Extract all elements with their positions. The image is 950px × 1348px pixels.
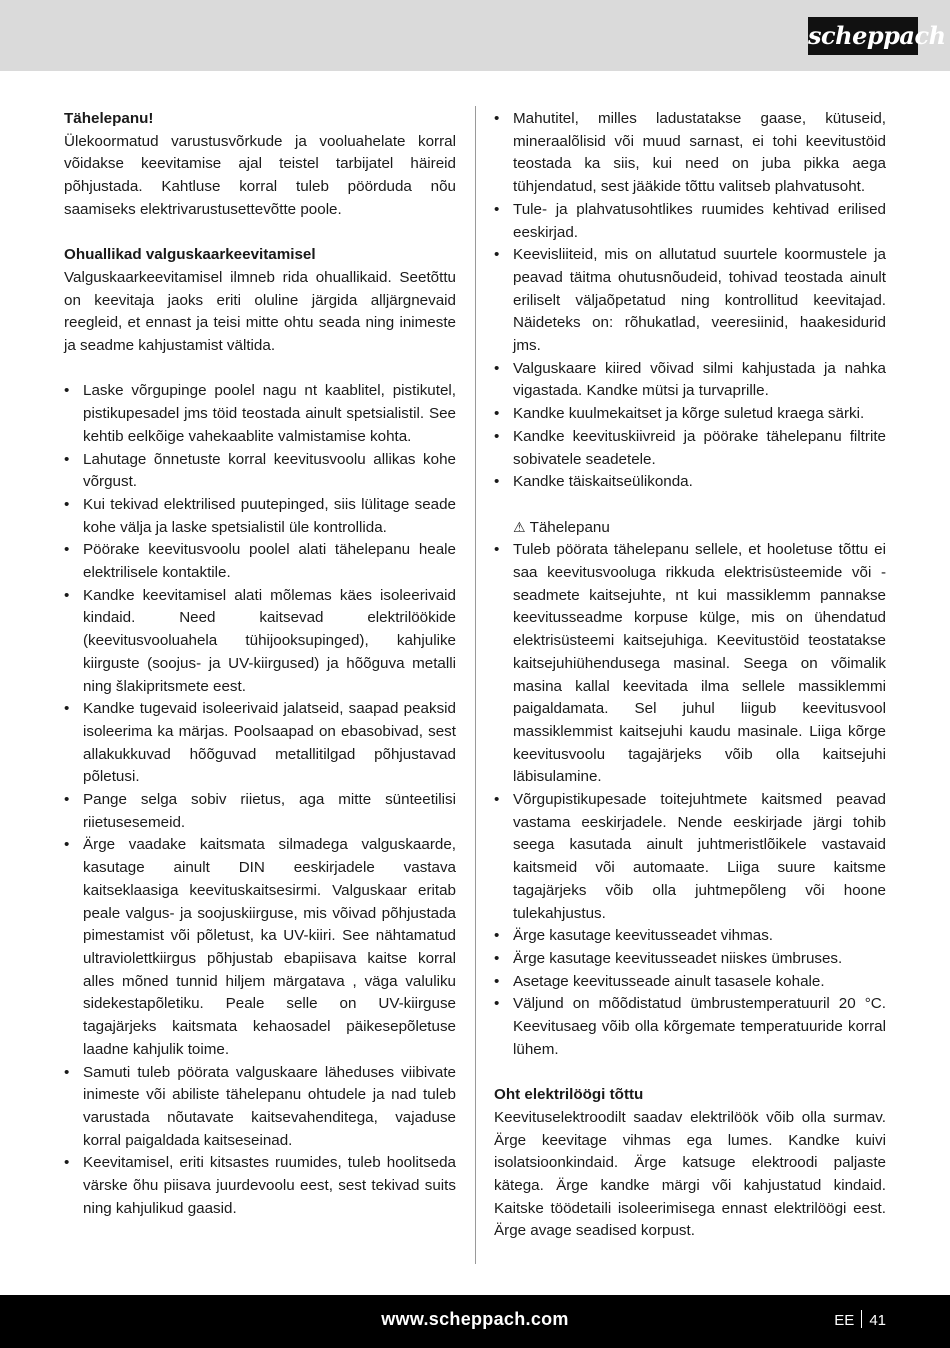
shock-text: Keevituselektroodilt saadav elektrilöök võib olla surmav. Ärge keevitage vihmas ega lumes. Kandke kuivi isolatsioonkindaid. Ärge katsuge elektroodi paljaste kätega. Ärge kandke märgi või kahjustatud kindaid. Kaitske töödetaili isoleerimisega ennast elektrilöögi eest. Ärge avage seadised korpust.	[494, 1108, 886, 1240]
page-indicator	[834, 1310, 886, 1329]
list-item: • Asetage keevitusseade ainult tasasele kohale.	[494, 971, 886, 994]
list-item: • Tuleb pöörata tähelepanu sellele, et hooletuse tõttu ei saa keevitusvooluga rikkuda elektrisüsteemide või -seadmete kaitsejuhte, nt kui massiklemm pannakse keevitusseadme korpuse külge, mis on ühendatud elektrisüsteemi kaitsejuhiga. Keevitustöid teostatakse kaitsejuhiühendusega masinal. Seega on võimalik masina kallal keevitada ilma sellele massiklemmi paigaldamata. Sel juhul liigub keevitusvool massiklemmist kaitsejuhi kaudu masinale. Liiga kõrge keevitusvoolu tagajärjeks võib olla kaitsejuhi läbisulamine.	[494, 539, 886, 789]
left-bullet-list	[64, 380, 456, 1220]
list-item: • Kandke keevituskiivreid ja pöörake tähelepanu filtrite sobivatele seadetele.	[494, 426, 886, 471]
list-item: • Laske võrgupinge poolel nagu nt kaablitel, pistikutel, pistikupesadel jms töid teostada ainult spetsialistil. See kehtib eelkõige vahekaablite valmistamise kohta.	[64, 380, 456, 448]
list-item: • Samuti tuleb pöörata valguskaare läheduses viibivate inimeste või abiliste tähelepanu ohtudele ja nad tuleb varustada nõutavate kaitsevahenditega, vajaduse korral paigaldada kaitseseinad.	[64, 1062, 456, 1153]
shock-title: Oht elektrilöögi tõttu	[494, 1086, 644, 1104]
shock-section	[494, 1084, 886, 1243]
left-column	[64, 108, 456, 1243]
list-item: • Keevisliiteid, mis on allutatud suurtele koormustele ja peavad täitma ohutusnõudeid, tohivad teostada ainult eriliselt väljaõpetatud ning kontrollitud keevitajad. Näideteks on: rõhukatlad, veeresiinid, haakesidurid jms.	[494, 244, 886, 358]
list-item: • Kandke kuulmekaitset ja kõrge suletud kraega särki.	[494, 403, 886, 426]
page-separator	[861, 1310, 862, 1328]
list-item: • Kandke keevitamisel alati mõlemas käes isoleerivaid kindaid. Need kaitsevad elektrilöökide (keevitusvooluahela tühijooksupinged), kahjulike kiirguste (soojus- ja UV-kiirgused) ja hõõguva metalli ning šlakipritsmete eest.	[64, 585, 456, 699]
list-item: • Ärge vaadake kaitsmata silmadega valguskaarde, kasutage ainult DIN eeskirjadele vastava kaitseklaasiga keevituskaitsesirmi. Valguskaar eritab peale valgus- ja soojuskiirguse, mis võivad põhjustada pimestamist või põletust, ka UV-kiiri. See nähtamatud ultraviolettkiirgus põhjustab ebapiisava kaitse korral alles mõned tunnid hiljem märgatava , väga valuliku sidekestapõletiku. Peale selle on UV-kiirguse tagajärjeks kaitsmata kehaosadel päikesepõletuse laadne kahjulik toime.	[64, 834, 456, 1061]
language-code: EE	[834, 1312, 855, 1329]
list-item: • Tule- ja plahvatusohtlikes ruumides kehtivad erilised eeskirjad.	[494, 199, 886, 244]
list-item: • Mahutitel, milles ladustatakse gaase, kütuseid, mineraalõlisid või muud sarnast, ei tohi keevitustöid teostada ka siis, kui need on juba pikka aega tühjendatud, sest jääkide tõttu valitseb plahvatusoht.	[494, 108, 886, 199]
right-column	[494, 108, 886, 1243]
warning-title: Tähelepanu	[529, 518, 610, 536]
danger-text: Valguskaarkeevitamisel ilmneb rida ohuallikaid. Seetõttu on keevitaja jaoks eriti oluline järgida alljärgnevaid reegleid, et ennast ja teisi mitte ohtu seada ning inimeste ja seadme kahjustamist vältida.	[64, 268, 456, 355]
page-number: 41	[869, 1312, 886, 1329]
list-item: • Ärge kasutage keevitusseadet vihmas.	[494, 925, 886, 948]
list-item: • Kandke täiskaitseülikonda.	[494, 471, 886, 494]
list-item: • Keevitamisel, eriti kitsastes ruumides, tuleb hoolitseda värske õhu piisava juurdevoolu eest, sest tekivad suits ning kahjulikud gaasid.	[64, 1152, 456, 1220]
list-item: • Kandke tugevaid isoleerivaid jalatseid, saapad peaksid isoleerima ka märjas. Poolsaapad on ebasobivad, sest allakukkuvad hõõguvad metallitilgad põhjustavad põletusi.	[64, 698, 456, 789]
danger-section	[64, 244, 456, 358]
list-item: • Pange selga sobiv riietus, aga mitte sünteetilisi riietusesemeid.	[64, 789, 456, 834]
scheppach-logo: scheppach	[808, 17, 918, 55]
attention-title: Tähelepanu!	[64, 110, 154, 127]
column-divider	[475, 106, 476, 1264]
list-item: • Võrgupistikupesade toitejuhtmete kaitsmed peavad vastama eeskirjadele. Nende eeskirjade järgi tohib seega kasutada ainult juhtmeristlõikele vastavaid kaitsmeid või automaate. Liiga suure kaitsme tagajärjeks võib olla juhtmepõleng või hoone tulekahjustus.	[494, 789, 886, 925]
list-item: • Väljund on mõõdistatud ümbrustemperatuuril 20 °C. Keevitusaeg võib olla kõrgemate temperatuuride korral lühem.	[494, 993, 886, 1061]
list-item: • Kui tekivad elektrilised puutepinged, siis lülitage seade kohe välja ja laske spetsialistil üle kontrollida.	[64, 494, 456, 539]
warning-heading	[494, 517, 886, 540]
right-bullet-list-bottom	[494, 539, 886, 1061]
list-item: • Valguskaare kiired võivad silmi kahjustada ja nahka vigastada. Kandke mütsi ja turvaprille.	[494, 358, 886, 403]
website-url: www.scheppach.com	[381, 1309, 569, 1329]
list-item: • Lahutage õnnetuste korral keevitusvoolu allikas kohe võrgust.	[64, 449, 456, 494]
list-item: • Ärge kasutage keevitusseadet niiskes ümbruses.	[494, 948, 886, 971]
header-bar	[0, 0, 950, 71]
footer-bar	[0, 1295, 950, 1348]
attention-section	[64, 108, 456, 222]
right-bullet-list-top	[494, 108, 886, 494]
danger-title: Ohuallikad valguskaarkeevitamisel	[64, 246, 316, 264]
attention-text: Ülekoormatud varustusvõrkude ja vooluahelate korral võidakse keevitamise ajal teistel tarbijatel häireid põhjustada. Kahtluse korral tuleb pöörduda nõu saamiseks elektrivarustusettevõtte poole.	[64, 132, 456, 218]
list-item: • Pöörake keevitusvoolu poolel alati tähelepanu heale elektrilisele kontaktile.	[64, 539, 456, 584]
warning-triangle-icon: ⚠	[513, 519, 526, 536]
